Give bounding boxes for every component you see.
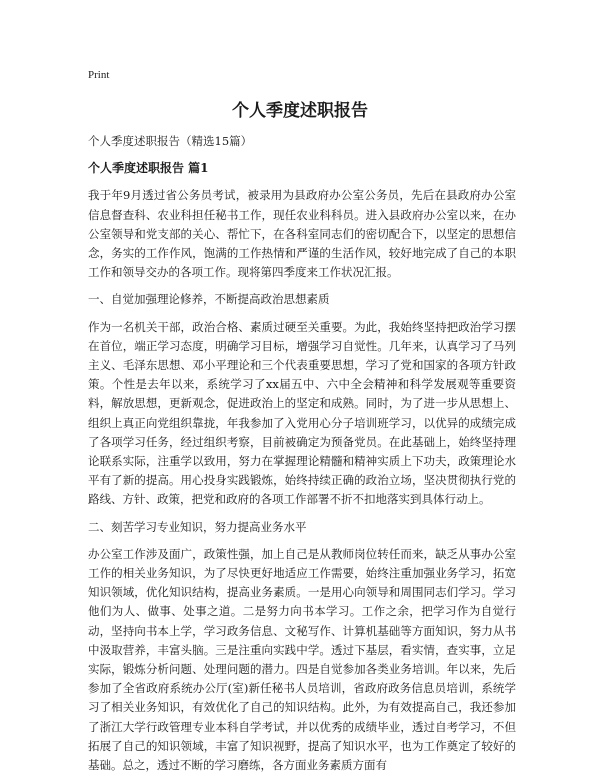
paragraph-theory: 作为一名机关干部，政治合格、素质过硬至关重要。为此，我始终坚持把政治学习摆在首位，端正学习态度，明确学习目标，增强学习自觉性。几年来，认真学习了马列主义、毛泽东思想、邓小平理论和三个代表重要思想，学习了党和国家的各项方针政策。个性是去年以来，系统学习了xx届五中、六中全会精神和科学发展观等重要资料，解放思想，更新观念，促进政治上的坚定和成熟。同时，为了进一步从思想上、组织上真正向党组织靠拢，年我参加了入党用心分子培训班学习，以优异的成绩完成了各项学习任务，经过组织考察，目前被确定为预备党员。在此基础上，始终坚持理论联系实际，注重学以致用，努力在掌握理论精髓和精神实质上下功夫，政策理论水平有了新的提高。用心投身实践锻炼，始终持续正确的政治立场，坚决贯彻执行党的路线、方针、政策，把党和政府的各项工作部署不折不扣地落实到具体行动上。	[88, 319, 516, 507]
document-body	[88, 132, 516, 783]
heading-theory: 一、自觉加强理论修养，不断提高政治思想素质	[88, 292, 330, 307]
document-subtitle: 个人季度述职报告（精选15篇）	[88, 134, 253, 148]
print-link[interactable]: Print	[88, 69, 110, 81]
section-heading: 个人季度述职报告 篇1	[88, 161, 209, 176]
paragraph-intro: 我于年9月透过省公务员考试，被录用为县政府办公室公务员，先后在县政府办公室信息督查科、农业科担任秘书工作，现任农业科科员。进入县政府办公室以来，在办公室领导和党支部的关心、帮忙下，在各科室同志们的密切配合下，以坚定的思想信念，务实的工作作风，饱满的工作热情和严谨的生活作风，较好地完成了自己的本职工作和领导交办的各项工作。现将第四季度来工作状况汇报。	[88, 188, 516, 280]
paragraph-study: 办公室工作涉及面广，政策性强，加上自己是从教师岗位转任而来，缺乏从事办公室工作的相关业务知识，为了尽快更好地适应工作需要，始终注重加强业务学习，拓宽知识领域，优化知识结构，提高业务素质。一是用心向领导和周围同志们学习。学习他们为人、做事、处事之道。二是努力向书本学习。工作之余，把学习作为自觉行动，坚持向书本上学，学习政务信息、文秘写作、计算机基础等方面知识，努力从书中汲取营养，丰富头脑。三是注重向实践中学。透过下基层，看实情，查实事，立足实际，锻炼分析问题、处理问题的潜力。四是自觉参加各类业务培训。年以来，先后参加了全省政府系统办公厅(室)新任秘书人员培训，省政府政务信息员培训，系统学习了相关业务知识，有效优化了自己的知识结构。此外，为有效提高自己，我还参加了浙江大学行政管理专业本科自学考试，并以优秀的成绩毕业，透过自考学习，不但拓展了自己的知识领域，丰富了知识视野，提高了知识水平，也为工作奠定了较好的基础。总之，透过不断的学习磨练，各方面业务素质方面有	[88, 546, 516, 773]
document-title: 个人季度述职报告	[232, 101, 368, 121]
heading-study: 二、刻苦学习专业知识，努力提高业务水平	[88, 519, 307, 534]
